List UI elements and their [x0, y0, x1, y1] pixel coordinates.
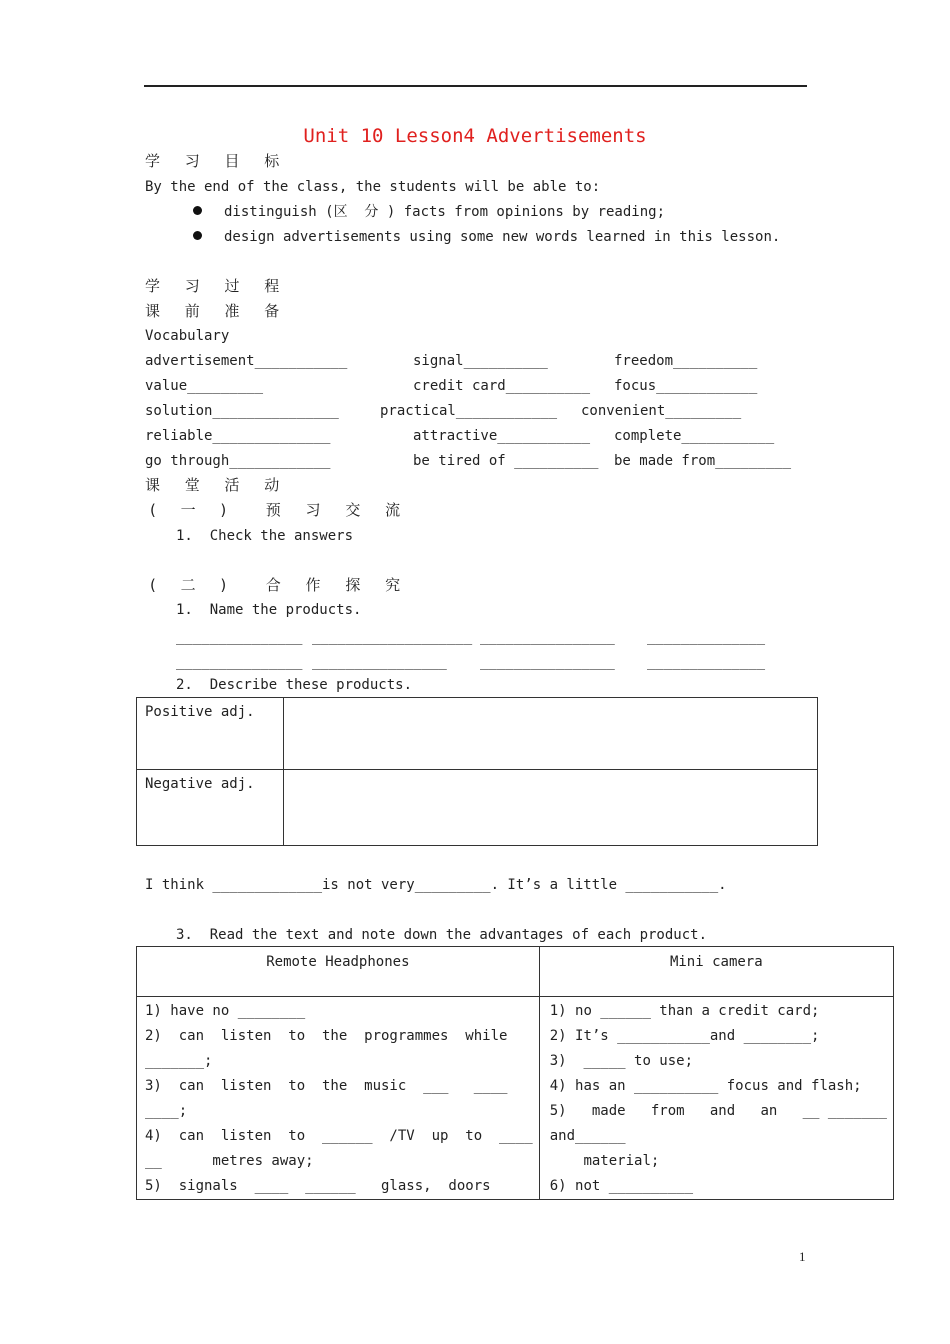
adj-label-cell: [137, 770, 284, 846]
product-blank: ___________________: [312, 629, 473, 645]
class-activity-heading: 课 堂 活 动: [145, 476, 290, 494]
products-table: [136, 946, 894, 1200]
vocab-item: reliable______________: [145, 428, 331, 444]
bullet-icon: [193, 231, 202, 240]
vocab-item: signal__________: [413, 353, 548, 369]
objective-item: design advertisements using some new words learned in this lesson.: [224, 229, 781, 245]
opinion-sentence: I think _____________is not very_________. It’s a little ___________.: [145, 877, 727, 893]
positive-adj-label: Positive adj.: [145, 704, 255, 720]
product-blank: _______________: [176, 629, 303, 645]
camera-line: 6) not __________: [549, 1178, 694, 1194]
vocab-item: focus____________: [614, 378, 758, 394]
vocab-item: practical____________: [380, 403, 558, 419]
vocab-item: freedom__________: [614, 353, 758, 369]
camera-line: material;: [549, 1153, 660, 1169]
vocab-item: value_________: [145, 378, 264, 394]
product-blank: ______________: [647, 629, 766, 645]
camera-line: 2) It’s ___________and ________;: [549, 1028, 820, 1044]
headphones-line: __ metres away;: [145, 1153, 314, 1169]
vocab-item: go through____________: [145, 453, 331, 469]
page-title: Unit 10 Lesson4 Advertisements: [303, 125, 647, 147]
adjectives-table: [136, 697, 818, 846]
section2-item3: 3. Read the text and note down the advantages of each product.: [176, 927, 708, 943]
product-blank: ________________: [312, 654, 447, 670]
headphones-line: 2) can listen to the programmes while: [145, 1028, 508, 1044]
vocab-item: attractive___________: [413, 428, 591, 444]
adj-answer-cell[interactable]: [284, 770, 818, 846]
vocab-item: be made from_________: [614, 453, 792, 469]
product-blank: ________________: [480, 629, 615, 645]
camera-line: 5) made from and an __ _______: [549, 1103, 887, 1119]
headphones-line: 5) signals ____ ______ glass, doors: [145, 1178, 491, 1194]
objectives-intro: By the end of the class, the students will be able to:: [145, 179, 601, 195]
vocab-item: complete___________: [614, 428, 775, 444]
headphones-line: 3) can listen to the music ___ ____: [145, 1078, 508, 1094]
bullet-icon: [193, 206, 202, 215]
headphones-line: 4) can listen to ______ /TV up to ____: [145, 1128, 533, 1144]
header-rule: [144, 85, 807, 87]
camera-line: 3) _____ to use;: [549, 1053, 694, 1069]
right-body-cell: [539, 997, 893, 1200]
vocab-item: solution_______________: [145, 403, 339, 419]
negative-adj-label: Negative adj.: [145, 776, 255, 792]
section2-item2: 2. Describe these products.: [176, 677, 413, 693]
remote-headphones-header: Remote Headphones: [266, 954, 410, 970]
headphones-line: _______;: [145, 1053, 213, 1069]
vocabulary-label: Vocabulary: [145, 328, 230, 344]
section1-heading: ( 一 ) 预 习 交 流: [150, 501, 411, 519]
process-heading: 学 习 过 程: [145, 277, 290, 295]
product-blank: ______________: [647, 654, 766, 670]
objectives-heading: 学 习 目 标: [145, 152, 290, 170]
section2-heading: ( 二 ) 合 作 探 究: [150, 576, 411, 594]
adj-answer-cell[interactable]: [284, 698, 818, 770]
vocab-item: convenient_________: [581, 403, 742, 419]
vocab-item: credit card__________: [413, 378, 591, 394]
right-header-cell: [539, 947, 893, 997]
left-header-cell: [137, 947, 540, 997]
mini-camera-header: Mini camera: [669, 954, 763, 970]
camera-line: 4) has an __________ focus and flash;: [549, 1078, 862, 1094]
section2-item1: 1. Name the products.: [176, 602, 362, 618]
left-body-cell: [137, 997, 540, 1200]
product-blank: ________________: [480, 654, 615, 670]
vocab-item: be tired of __________: [413, 453, 599, 469]
camera-line: and______: [549, 1128, 626, 1144]
vocab-item: advertisement___________: [145, 353, 348, 369]
objective-item: distinguish (区 分 ) facts from opinions by reading;: [224, 204, 666, 220]
adj-label-cell: [137, 698, 284, 770]
headphones-line: ____;: [145, 1103, 188, 1119]
camera-line: 1) no ______ than a credit card;: [549, 1003, 820, 1019]
page-number: 1: [799, 1249, 806, 1264]
product-blank: _______________: [176, 654, 303, 670]
section1-item: 1. Check the answers: [176, 528, 354, 544]
headphones-line: 1) have no ________: [145, 1003, 306, 1019]
prep-heading: 课 前 准 备: [145, 302, 290, 320]
